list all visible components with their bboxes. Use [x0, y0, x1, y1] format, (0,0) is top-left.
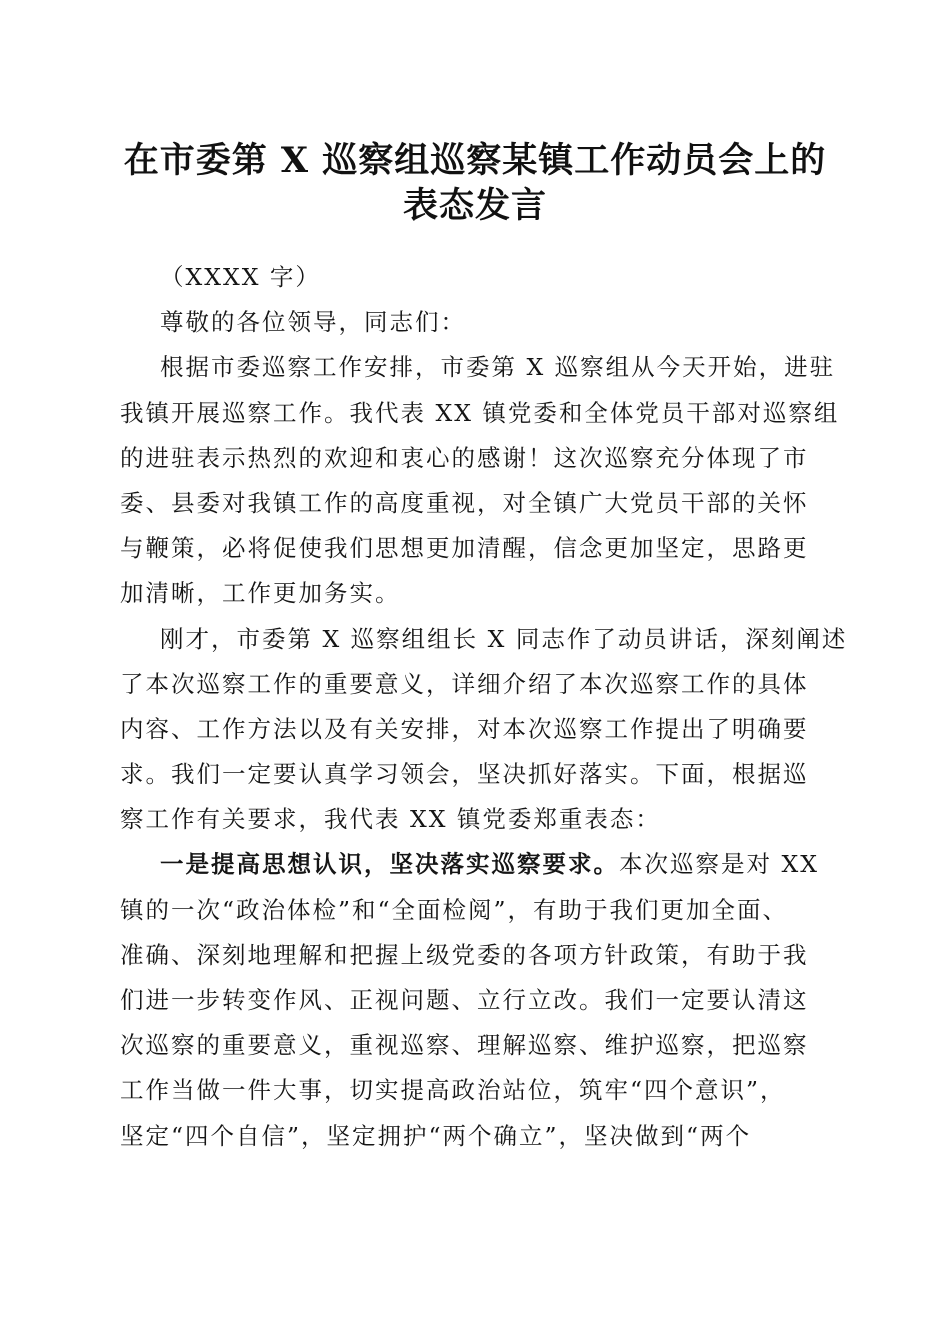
- document-title-line-1: 在市委第 X 巡察组巡察某镇工作动员会上的: [123, 140, 827, 181]
- document-body: [120, 255, 848, 1159]
- paragraph-3-heading: 一是提高思想认识，坚决落实巡察要求。: [160, 850, 619, 879]
- paragraph-1-line: 的进驻表示热烈的欢迎和衷心的感谢！这次巡察充分体现了市: [120, 443, 809, 472]
- paragraph-1-line: 根据市委巡察工作安排，市委第 X 巡察组从今天开始，进驻: [160, 353, 836, 382]
- paragraph-2-line: 了本次巡察工作的重要意义，详细介绍了本次巡察工作的具体: [120, 669, 809, 698]
- paragraph-3-line: 准确、深刻地理解和把握上级党委的各项方针政策，有助于我: [120, 940, 809, 969]
- paragraph-2-line: 内容、工作方法以及有关安排，对本次巡察工作提出了明确要: [120, 714, 809, 743]
- paragraph-3-line: 坚定“四个自信”，坚定拥护“两个确立”，坚决做到“两个: [120, 1121, 752, 1150]
- paragraph-2-line: 刚才，市委第 X 巡察组组长 X 同志作了动员讲话，深刻阐述: [160, 624, 848, 653]
- paragraph-1-line: 我镇开展巡察工作。我代表 XX 镇党委和全体党员干部对巡察组: [120, 398, 840, 427]
- paragraph-3-line: 次巡察的重要意义，重视巡察、理解巡察、维护巡察，把巡察: [120, 1031, 809, 1060]
- salutation: 尊敬的各位领导，同志们：: [160, 308, 466, 337]
- paragraph-2-line: 求。我们一定要认真学习领会，坚决抓好落实。下面，根据巡: [120, 760, 809, 789]
- paragraph-3-first-line: [120, 842, 836, 887]
- paragraph-3-first-rest: 本次巡察是对 XX: [619, 850, 819, 879]
- paragraph-3-line: 工作当做一件大事，切实提高政治站位，筑牢“四个意识”，: [120, 1076, 786, 1105]
- paragraph-1-line: 加清晰，工作更加务实。: [120, 579, 401, 608]
- paragraph-1-line: 与鞭策，必将促使我们思想更加清醒，信念更加坚定，思路更: [120, 534, 809, 563]
- paragraph-3-line: 们进一步转变作风、正视问题、立行立改。我们一定要认清这: [120, 986, 809, 1014]
- document-title-line-2: 表态发言: [402, 185, 547, 226]
- paragraph-1-line: 委、县委对我镇工作的高度重视，对全镇广大党员干部的关怀: [120, 488, 809, 517]
- paragraph-2-line: 察工作有关要求，我代表 XX 镇党委郑重表态：: [120, 805, 661, 834]
- paragraph-3-line: 镇的一次“政治体检”和“全面检阅”，有助于我们更加全面、: [120, 895, 789, 924]
- word-count-note: （XXXX 字）: [160, 263, 321, 291]
